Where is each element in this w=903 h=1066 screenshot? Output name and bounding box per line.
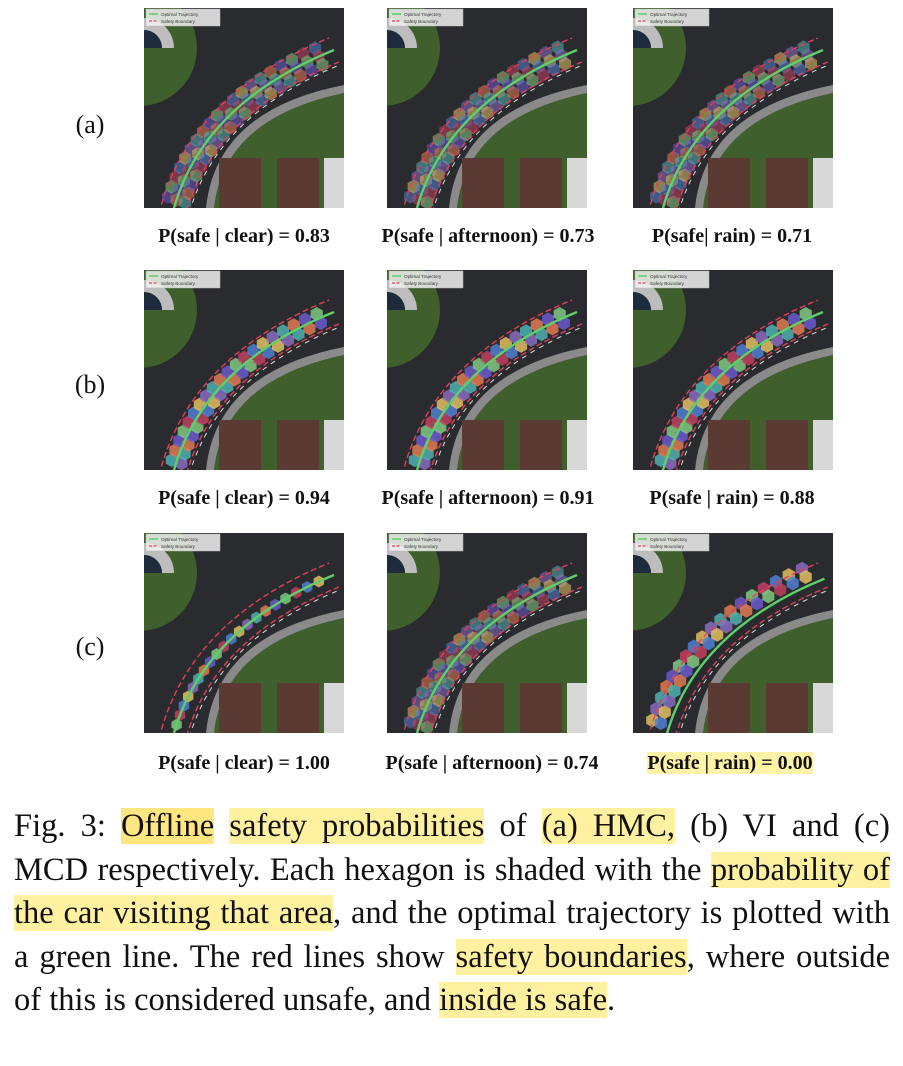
legend xyxy=(146,534,220,551)
row-label-a: (a) xyxy=(75,110,105,139)
row-label-c: (c) xyxy=(75,632,105,661)
caption-c-rain xyxy=(600,752,860,775)
panel-b-rain xyxy=(633,270,833,470)
panel-a-clear xyxy=(144,8,344,208)
legend xyxy=(389,9,463,26)
legend xyxy=(635,534,709,551)
caption-text: , and the optimal trajectory is plotted with a green line. The red lines show xyxy=(14,895,890,975)
legend-boundary-label: Safety Boundary xyxy=(404,281,438,286)
panel-c-afternoon xyxy=(387,533,587,733)
caption-b-afternoon: P(safe | afternoon) = 0.91 xyxy=(381,487,595,509)
map-image xyxy=(144,533,344,733)
legend xyxy=(389,271,463,288)
caption-text: (b) VI and (c) MCD respectively. Each hexagon is shaded with the xyxy=(14,808,890,888)
fig-label: Fig. 3: xyxy=(14,808,121,844)
legend xyxy=(389,534,463,551)
highlight-inside-safe: inside is safe xyxy=(439,982,607,1018)
map-image xyxy=(633,533,833,733)
legend-boundary-label: Safety Boundary xyxy=(161,19,195,24)
highlight-safety-boundaries: safety boundaries xyxy=(455,938,687,975)
map-image xyxy=(633,8,833,208)
map-image xyxy=(144,270,344,470)
caption-text: . xyxy=(607,982,616,1018)
caption-a-afternoon: P(safe | afternoon) = 0.73 xyxy=(381,225,595,247)
map-image xyxy=(633,270,833,470)
highlight-offline: Offline xyxy=(120,808,215,844)
caption-space xyxy=(214,808,229,844)
legend xyxy=(146,9,220,26)
highlight-probability-visiting: probability of the car visiting that area xyxy=(14,851,890,931)
legend-optimal-label: Optimal Trajectory xyxy=(650,12,688,17)
caption-b-clear: P(safe | clear) = 0.94 xyxy=(158,487,330,509)
caption-a-clear: P(safe | clear) = 0.83 xyxy=(158,225,330,247)
map-image xyxy=(387,270,587,470)
legend-optimal-label: Optimal Trajectory xyxy=(161,12,199,17)
panel-c-rain xyxy=(633,533,833,733)
legend xyxy=(635,271,709,288)
caption-c-clear: P(safe | clear) = 1.00 xyxy=(158,752,330,774)
legend-boundary-label: Safety Boundary xyxy=(650,544,684,549)
legend xyxy=(146,271,220,288)
row-label-b: (b) xyxy=(74,370,106,399)
legend-boundary-label: Safety Boundary xyxy=(404,19,438,24)
legend-optimal-label: Optimal Trajectory xyxy=(161,274,199,279)
legend-boundary-label: Safety Boundary xyxy=(650,19,684,24)
panel-c-clear xyxy=(144,533,344,733)
legend-optimal-label: Optimal Trajectory xyxy=(650,537,688,542)
legend-optimal-label: Optimal Trajectory xyxy=(650,274,688,279)
map-image xyxy=(387,533,587,733)
legend-optimal-label: Optimal Trajectory xyxy=(404,12,442,17)
caption-text: of xyxy=(484,808,542,844)
legend-boundary-label: Safety Boundary xyxy=(404,544,438,549)
map-image xyxy=(387,8,587,208)
legend-optimal-label: Optimal Trajectory xyxy=(404,537,442,542)
legend-boundary-label: Safety Boundary xyxy=(161,281,195,286)
highlight-hmc: (a) HMC, xyxy=(541,808,676,844)
legend-boundary-label: Safety Boundary xyxy=(161,544,195,549)
highlight-safety-probabilities: safety probabilities xyxy=(229,808,485,844)
caption-b-rain: P(safe | rain) = 0.88 xyxy=(649,487,815,509)
legend-boundary-label: Safety Boundary xyxy=(650,281,684,286)
panel-b-afternoon xyxy=(387,270,587,470)
panel-a-afternoon xyxy=(387,8,587,208)
caption-highlight: P(safe | rain) = 0.00 xyxy=(647,752,813,774)
legend-optimal-label: Optimal Trajectory xyxy=(404,274,442,279)
caption-a-rain: P(safe| rain) = 0.71 xyxy=(651,225,813,247)
panel-a-rain xyxy=(633,8,833,208)
figure-caption xyxy=(14,805,890,1023)
panel-b-clear xyxy=(144,270,344,470)
caption-text: , where outside of this is considered unsafe, and xyxy=(14,938,891,1018)
caption-c-afternoon: P(safe | afternoon) = 0.74 xyxy=(385,752,599,774)
legend-optimal-label: Optimal Trajectory xyxy=(161,537,199,542)
map-image xyxy=(144,8,344,208)
legend xyxy=(635,9,709,26)
